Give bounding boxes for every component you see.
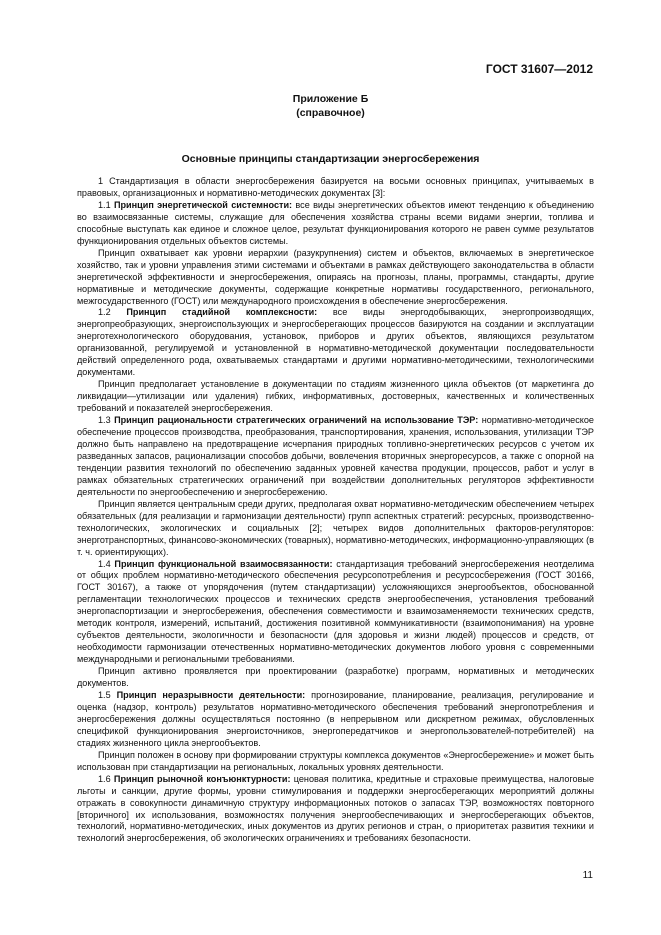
principle-name: Принцип стадийной комплексности: (126, 307, 318, 318)
standard-number: ГОСТ 31607—2012 (485, 62, 593, 76)
paragraph (77, 666, 594, 690)
paragraph (77, 176, 594, 200)
paragraph-text: 1 Стандартизация в области энергосбережения базируется на восьми основных принципах, учитываемых в правовых, организационных и нормативно-методических документах [3]: (77, 176, 594, 198)
paragraph-text: все виды энергодобывающих, энергопроизводящих, энергопреобразующих, энергоиспользующих и энергосберегающих процессов базируются на создании и эксплуатации энерготехнологического оборудования, установок, приборов и других объектов, являющихся результатом организованной, регулируемой и установленной в нормативно-методической документации последовательности действий определенного рода, охватываемых стандартами и другими нормативно-методическими, технологическими документами. (77, 307, 594, 378)
paragraph-text: все виды энергетических объектов имеют тенденцию к объединению во взаимосвязанные системы, служащие для обеспечения хозяйства страны всеми видами энергии, топлива и способные выступать как единое и сложное целое, результат функционирования которого не равен сумме результатов функционирования отдельных объектов системы. (77, 199, 595, 246)
clause-number: 1.5 (98, 689, 117, 700)
page-number: 11 (582, 870, 593, 881)
clause-number: 1.4 (98, 558, 115, 569)
principle-name: Принцип функциональной взаимосвязанности: (114, 558, 333, 569)
clause-number: 1.3 (98, 415, 115, 426)
paragraph (77, 415, 594, 499)
paragraph (77, 750, 594, 774)
principle-name: Принцип неразрывности деятельности: (116, 689, 306, 700)
paragraph (77, 248, 594, 308)
paragraph-text: Принцип предполагает установление в документации по стадиям жизненного цикла объектов (от маркетинга до ликвидации—утилизации или удаления) гибких, информативных, достоверных, качественных и количественных требований и показателей энергосбережения. (77, 379, 594, 414)
paragraph-text: Принцип является центральным среди других, предполагая охват нормативно-методическим обеспечением четырех обязательных (для реализации и гармонизации деятельности) групп аспектных стратегий: ресурсных, производственно-технологических, экологических и социальных [2]; четырех видов дополнительных факторов-регуляторов: энерготранспортных, финансово-экономических (товарных), нормативно-методических, информационно-управляющих (в т. ч. ориентирующих). (77, 498, 594, 557)
paragraph (77, 690, 594, 750)
principle-name: Принцип рациональности стратегических ограничений на использование ТЭР: (114, 415, 479, 426)
principle-name: Принцип рыночной конъюнктурности: (113, 773, 291, 784)
paragraph-text: ценовая политика, кредитные и страховые преимущества, налоговые льготы и санкции, другие формы, уровни стимулирования и поддержки энергосберегающих мероприятий должны отражать в совокупности динамичную структуру информационных потоков о запасах ТЭР, возможностях повторного [вторичного] их использования, возможностях получения энергообеспечивающих и энергосберегающих объектов, технологий, нормативно-методических, иных документов из других регионов и стран, о приоритетах развития техники и технологий энергосбережения, об экологических ограничениях и требованиях безопасности. (77, 773, 594, 844)
paragraph-text: Принцип охватывает как уровни иерархии (разукрупнения) систем и объектов, включаемых в энергетическое хозяйство, так и уровни управления этими системами и объектами в рамках действующего законодательства в области энергетической эффективности и энергосбережения, опираясь на прогнозы, планы, программы, стандарты, другие нормативные и методические документы, содержащие конкретные нормативы государственного, регионального, межгосударственного (ГОСТ) или международного происхождения в обеспечение энергосбережения. (77, 247, 594, 306)
paragraph-text: нормативно-методическое обеспечение процессов производства, преобразования, транспортирования, хранения, использования, утилизации ТЭР должно быть направлено на предотвращение исчерпания природных топливно-энергетических ресурсов с учетом их разведанных запасов, рационализации способов добычи, вовлечения вторичных энергоресурсов, а также с опорной на тенденции развития технологий по обеспечению заданных уровней качества продукции, процессов, работ и услуг в рамках обязательных стратегических ограничений при воздействии дополнительных регуляторов эффективности деятельности по энергообеспечению и энергосбережению. (77, 415, 594, 497)
paragraph (77, 200, 594, 248)
principle-name: Принцип энергетической системности: (113, 199, 293, 210)
annex-heading (0, 92, 661, 120)
annex-subtitle: (справочное) (296, 107, 365, 119)
paragraph (77, 379, 594, 415)
document-body (77, 176, 594, 845)
paragraph (77, 499, 594, 559)
clause-number: 1.2 (98, 307, 127, 318)
paragraph-text: Принцип положен в основу при формировании структуры комплекса документов «Энергосбережение» и может быть использован при стандартизации на региональных, локальных уровнях деятельности. (77, 749, 594, 772)
clause-number: 1.6 (98, 773, 114, 784)
paragraph-text: прогнозирование, планирование, реализация, регулирование и оценка (надзор, контроль) результатов нормативно-методического обеспечения требований энергопотребления и энергосбережения должны осуществляться постоянно (в непрерывном или дискретном режимах, обусловленных спецификой функционирования энергоисточников, энергопередатчиков и энергопользователей-потребителей) на стадиях жизненного цикла энергообъектов. (77, 689, 594, 748)
clause-number: 1.1 (98, 199, 114, 210)
paragraph-text: Принцип активно проявляется при проектировании (разработке) программ, нормативных и методических документов. (77, 666, 594, 689)
section-title: Основные принципы стандартизации энергосбережения (181, 153, 480, 165)
paragraph-text: стандартизация требований энергосбережения неотделима от общих проблем нормативно-методического обеспечения ресурсопотребления и ресурсосбережения (ГОСТ 30166, ГОСТ 30167), а также от упорядочения (путем стандартизации) усложняющихся энергообъектов, обоснованной регламентации технологических процессов и технических средств энергообеспечения, установления требований энергопаспортизации и энергосбережения, обеспечения совместимости и взаимозаменяемости технических средств, методик контроля, измерений, испытаний, достижения позитивной коммуникативности (взаимопонимания) на уровне субъектов деятельности, экологичности и безопасности (для здоровья и жизни людей) процессов и средств, от необходимости гармонизации отечественных нормативно-методических документов любого уровня с современными международными и региональными требованиями. (77, 558, 595, 665)
paragraph (77, 307, 594, 379)
paragraph (77, 774, 594, 846)
paragraph (77, 559, 594, 667)
annex-title: Приложение Б (292, 93, 369, 105)
